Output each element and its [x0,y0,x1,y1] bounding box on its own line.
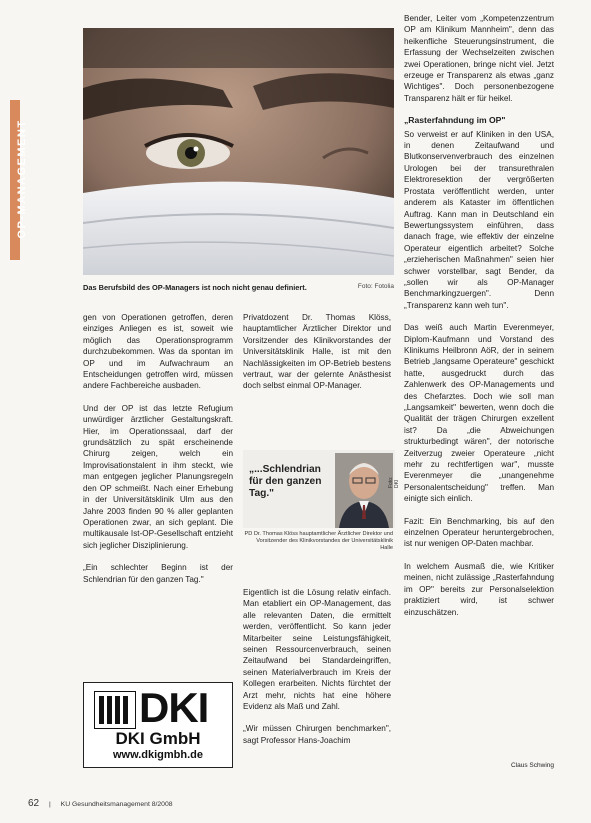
photo-caption [83,283,394,292]
hero-photo [83,28,394,275]
dki-logo-icon [94,691,136,729]
article-column-2-continued [243,587,391,746]
pull-quote [243,450,400,573]
paragraph: Und der OP ist das letzte Refugium unwürdiger ärztlicher Gestaltungskraft. Hier, im Operationssaal, darf der grundsätzlich zu spät erscheinende Chirurg zeigen, welch ein Improvisationstalent in ihm steckt, wie man entgegen jeglicher Planungsregeln den OP schmeißt. Nach einer Erhebung in der Universitätsklinik Ulm aus den Jahre 2003 finden 90 % aller geplanten Operationen zwar, an sich geplant. Die multikausale Ist-OP-Gesellschaft entzieht sich jeglicher Disziplinierung. [83,403,233,550]
page-number: 62 [28,798,40,809]
pull-quote-text: „...Schlendrian für den ganzen Tag." [249,464,322,499]
doctor-mask-illustration [83,28,394,275]
portrait-photo [335,453,393,528]
author-credit: Claus Schwing [511,762,554,769]
paragraph: Das weiß auch Martin Everenmeyer, Diplom-Kaufmann und Vorstand des Klinikums Heilbronn AöR, der in seinem Betrieb „langsame Operateure" geschickt hatte, ausgedruckt durch das Zahlenwerk des OP-Managements und des Chefarztes. Doch wie soll man „Langsamkeit" bewerten, wenn doch die Qualität der trägen Chirurgen exzellent ist? Da „die Abweichungen strukturbedingt wären", der notorische Zeitverzug zweier Operateure „nicht mehr zu rechtfertigen war", musste Everenmeyer die „unangenehme Personalentscheidung" treffen. Man einigte sich einlich. [404,323,554,504]
portrait-illustration [335,453,393,528]
paragraph: Eigentlich ist die Lösung relativ einfach. Man etabliert ein OP-Management, das alle relevanten Daten, die ermittelt werden, veröffentlicht. So kann jeder Mitarbeiter seine Leistungsfähigkeit, seinen Ressourcenverbrauch, seinen Zeitaufwand bei Standardeingriffen, seinen Materialverbrauch im Kreis der Kollegen erarbeiten. Nichts fürchtet der Arzt mehr, nichts hat eine höhere Evidenz als Maß und Zahl. [243,588,391,712]
ad-company-name: DKI GmbH [115,729,201,748]
article-column-3 [404,13,554,618]
article-column-2 [243,312,391,392]
paragraph: „Wir müssen Chirurgen benchmarken", sagt Professor Hans-Joachim [243,724,391,745]
section-label [6,100,28,260]
ad-url[interactable]: www.dkigmbh.de [112,749,204,761]
paragraph: So verweist er auf Kliniken in den USA, in denen Zeitaufwand und Blutkonservenverbrauch des einzelnen Urologen bei der transurethralen Elektroresektion der vergrößerten Prostata veröffentlicht werden, unter anderem als Kataster im öffentlichen Auftrag. Kann man in Deutschland ein Bewertungssystem einführen, dass danach frage, wie effektiv der einzelne Operateur eigentlich arbeitet? Solche „erzieherischen Maßnahmen" seien hier schwer vorstellbar, sagt Bender, da „sollen wir als OP-Manager Benchmarkingzuergen". Denn „Transparenz kann weh tun". [404,129,554,310]
paragraph: gen von Operationen getroffen, deren einziges Anliegen es ist, soweit wie möglich das Operationsprogramm durchzubekommen. Was da spontan im OP und im Aufwachraum an Entscheidungen getroffen wird, müssen andere Fachbereiche ausbaden. [83,313,233,391]
paragraph: Privatdozent Dr. Thomas Klöss, hauptamtlicher Ärztlicher Direktor und Vorsitzender des Klinikvorstandes der Universitätsklinik Halle, ist mit den Nachlässigkeiten im OP-Betrieb bestens vertraut, war der gelernte Anästhesist doch selbst einmal OP-Manager. [243,313,391,391]
article-column-1 [83,312,233,585]
paragraph: „Ein schlechter Beginn ist der Schlendrian für den ganzen Tag." [83,563,233,584]
advertisement[interactable] [83,682,233,768]
paragraph: Fazit: Ein Benchmarking, bis auf den einzelnen Operateur heruntergebrochen, ist nur wenigen OP-Daten machbar. [404,516,554,549]
ad-logo-text: DKI [139,684,209,731]
section-label-text: OP-MANAGEMENT [16,119,28,239]
paragraph: Bender, Leiter vom „Kompetenzzentrum OP am Klinikum Mannheim", denn das heikenfliche Steuerungsinstrument, die Erfassung der Wechselzeiten zwischen zwei Operationen, bringe nicht viel. Jetzt erzeuge er Transparenz als etwas „ganz Wichtiges". Doch personenbezogene Transparenz hält er für heikel. [404,14,554,103]
paragraph: In welchem Ausmaß die, wie Kritiker meinen, nicht zulässige „Rasterfahndung im OP" bereits zur Personalselektion praktiziert wird, ist schwer einzuschätzen. [404,561,554,617]
subheading: „Rasterfahndung im OP" [404,115,506,126]
footer-separator: | [49,801,51,808]
portrait-credit: Foto: DKI [388,476,400,488]
publication-name: KU Gesundheitsmanagement 8/2008 [60,801,173,808]
portrait-caption: PD Dr. Thomas Klöss hauptamtlicher Ärztlicher Direktor und Vorsitzender des Klinikvorstandes der Universitätsklinik Halle [244,531,393,552]
photo-caption-text: Das Berufsbild des OP-Managers ist noch nicht genau definiert. [83,283,307,292]
photo-credit: Foto: Fotolia [357,283,394,290]
page-footer [28,798,328,809]
